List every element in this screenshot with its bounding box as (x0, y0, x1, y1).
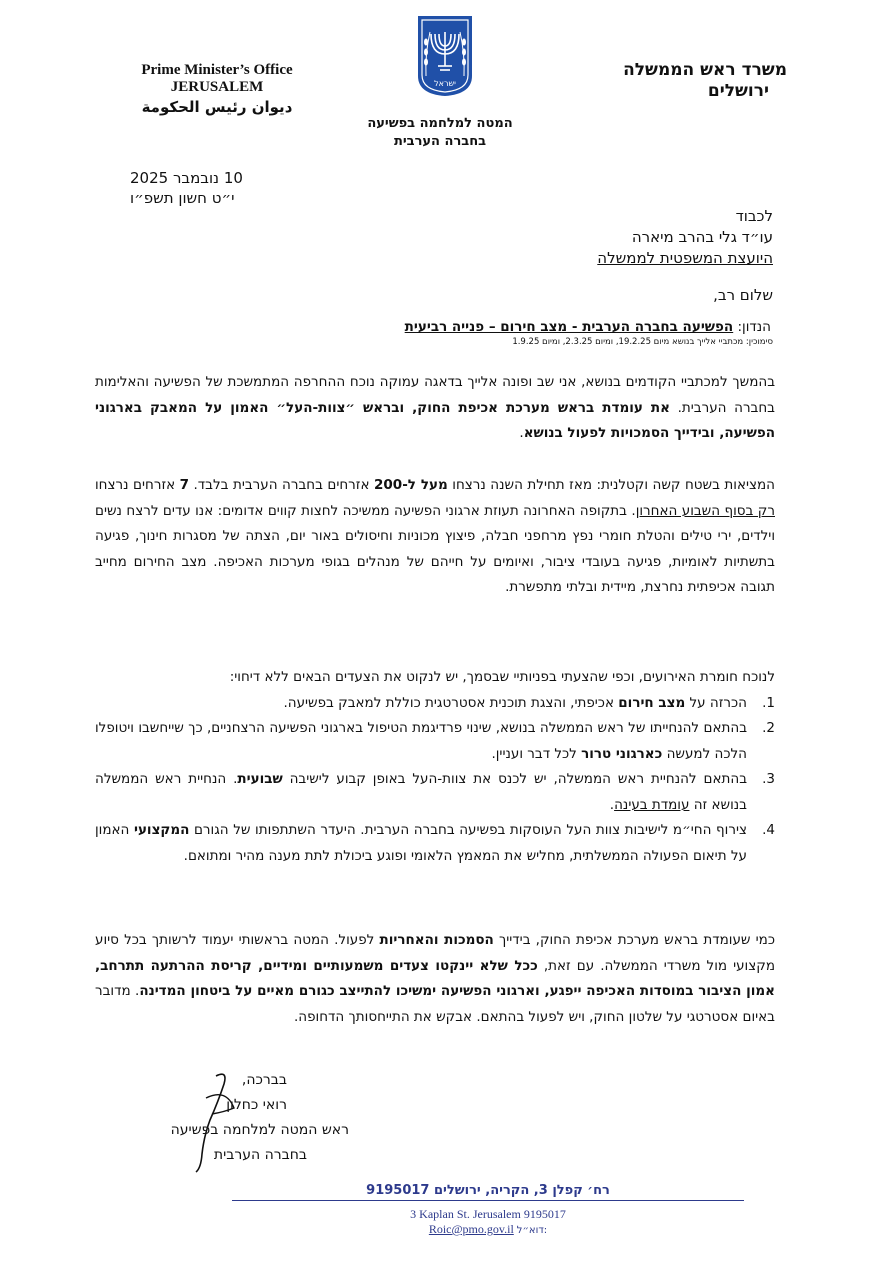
p1-text: בהמשך למכתביי הקודמים בנושא, אני שב ופונה אלייך בדאגה עמוקה נוכח ההחרפה המתמשכת של הפשיעה והאלימות בחברה הערבית. (95, 374, 775, 416)
taskforce-line2: בחברה הערבית (393, 134, 487, 149)
en-office-city: JERUSALEM (170, 79, 264, 95)
subject-title: הפשיעה בחברה הערבית - מצב חירום – פנייה רביעית (404, 319, 734, 335)
date-hebrew: י״ט חשון תשפ״ו (130, 189, 235, 207)
subject-reference: סימוכין: מכתביי אלייך בנושא מיום 19.2.25, ומיום 2.3.25, ומיום 1.9.25 (512, 337, 773, 347)
step-number: 4. (762, 822, 775, 838)
en-office-title: Prime Minister’s Office (141, 62, 293, 78)
paragraph-reality (95, 473, 775, 601)
step-bold: שבועית (237, 771, 283, 787)
state-emblem-icon (416, 14, 474, 98)
p2-text-a: המציאות בשטח קשה וקטלנית: מאז תחילת השנה נרצחו (447, 477, 775, 493)
recipient-salutation: לכבוד (735, 207, 773, 225)
step-item (95, 767, 775, 818)
he-office-city: ירושלים (707, 81, 769, 101)
p2-text-g: . בתקופה האחרונה תעוזת ארגוני הפשיעה ממשיכה לחצות קווים אדומים: אנו עדים לרצח נשים וילדים, ירי טילים והטלת חומרי נפץ מרחפני חבלה, פיצוץ מכוניות וחיסולים באור יום, הצתה של מסגרות חינוך, פגיעה בתשתיות לאומיות, פגיעה בעובדי ציבור, ואיומים על חייהם של מנהלים בגופי מערכות האכיפה. מצב החירום מחייב תגובה אכיפתית נחרצת, מיידית ובלתי מתפשרת. (95, 502, 775, 595)
p2-bold-count: מעל ל-200 (374, 477, 448, 493)
step-bold: המקצועי (133, 822, 190, 838)
recipient-title: היועצת המשפטית לממשלה (597, 249, 773, 267)
arabic-office-name: ديوان رئيس الحكومة (141, 98, 293, 116)
emblem-text: ישראל (434, 79, 456, 88)
steps-intro: לנוכח חומרת האירועים, וכפי שהצעתי בפניותיי שבסמך, יש לנקוט את הצעדים הבאים ללא דיחוי: (229, 669, 775, 685)
p1-end: . (519, 425, 524, 441)
step-text: בהתאם להנחייתו של ראש הממשלה בנושא, שינוי פרדיגמת הטיפול בארגוני הפשיעה הרצחניים, כך שייחשבו ויטופלו הלכה למעשה (95, 720, 747, 762)
date-gregorian: 10 נובמבר 2025 (130, 169, 243, 187)
taskforce-name (360, 115, 520, 151)
letter-dates (130, 168, 330, 208)
step-bold: מצב חירום (618, 694, 686, 711)
step-text: האמון על תיאום הפעולה הממשלתית, מחליש את המאמץ הלאומי ופוגע ביכולת לתת מענה מהיר ומתואם. (95, 822, 747, 864)
paragraph-steps (95, 665, 775, 869)
p1-bold: את עומדת בראש מערכת אכיפת החוק, ובראש ״צוות-העל״ האמון על המאבק בארגוני הפשיעה, ובידייך הסמכויות לפעול בנושא (95, 399, 775, 441)
step-text: צירוף החי״מ לישיבות צוות העל העוסקות בפשיעה בחברה הערבית. היעדר השתתפותו של הגורם (189, 822, 747, 838)
he-office-title: משרד ראש הממשלה (623, 60, 787, 80)
step-text: לכל דבר ועניין. (491, 745, 582, 762)
p2-text-c: אזרחים בחברה הערבית בלבד. (189, 477, 374, 493)
recipient-block (597, 206, 773, 269)
p4-bold-warning: ככל שלא יינקטו צעדים משמעותיים ומידיים, קריסת ההרתעה תתרחב, אמון הציבור במוסדות האכיפה ייפגע, וארגוני הפשיעה ימשיכו להתייצב כגורם מאיים על ביטחון המדינה (95, 957, 775, 999)
footer-email-row (232, 1222, 744, 1238)
recipient-name: עו״ד גלי בהרב מיארה (631, 228, 773, 246)
sig-role-line1: ראש המטה למלחמה בפשיעה (170, 1122, 349, 1138)
step-text: בהתאם להנחיית ראש הממשלה, יש לכנס את צוות-העל באופן קבוע לישיבה (282, 771, 747, 787)
step-number: 3. (762, 771, 775, 787)
footer-english (232, 1207, 744, 1238)
handwritten-signature (176, 1068, 256, 1178)
footer-divider (232, 1200, 744, 1201)
sig-name: רואי כחלון (226, 1097, 287, 1113)
p4-text-c: לפעול. המטה בראשותי יעמוד לרשותך בכל סיוע מקצועי מול משרדי הממשלה. עם זאת, (95, 932, 775, 974)
step-number: 2. (762, 720, 775, 736)
p4-bold-authority: הסמכות והאחריות (379, 932, 494, 948)
step-number: 1. (762, 694, 775, 711)
footer-english-address: 3 Kaplan St. Jerusalem 9195017 (410, 1207, 566, 1221)
sig-role-line2: בחברה הערבית (213, 1147, 307, 1163)
p4-text-e: . מדובר באיום אסטרטגי על שלטון החוק, ויש לפעול בהתאם. אבקש את התייחסותך הדחופה. (95, 983, 775, 1025)
p2-bold-seven: 7 (179, 477, 190, 493)
steps-list (95, 691, 775, 870)
step-underlined: עומדת בעינה (614, 796, 690, 813)
subject-prefix: הנדון: (733, 319, 771, 335)
step-item (95, 818, 775, 869)
step-text: הכרזה על (685, 694, 747, 711)
step-item (95, 716, 775, 767)
english-office-name (135, 62, 299, 96)
footer-email-label: דוא״ל: (516, 1225, 548, 1236)
step-bold: כארגוני טרור (581, 745, 663, 762)
step-text: . (609, 796, 615, 813)
taskforce-line1: המטה למלחמה בפשיעה (367, 116, 513, 131)
p4-text-a: כמי שעומדת בראש מערכת אכיפת החוק, בידייך (493, 932, 775, 948)
step-text: אכיפתי, והצגת תוכנית אסטרטגית כוללת למאבק בפשיעה. (283, 694, 619, 711)
p2-underlined: רק בסוף השבוע האחרון (635, 502, 775, 519)
paragraph-intro (95, 370, 775, 447)
paragraph-closing (95, 928, 775, 1030)
hebrew-office-name (623, 60, 787, 102)
step-text: . הנחיית ראש הממשלה בנושא זה (95, 771, 747, 813)
step-item (95, 691, 775, 717)
p2-text-e: אזרחים נרצחו (95, 477, 180, 493)
footer-hebrew-address: רח׳ קפלן 3, הקריה, ירושלים 9195017 (366, 1183, 610, 1198)
subject-line (405, 319, 771, 335)
sig-closing: בברכה, (241, 1072, 287, 1088)
footer-email-link[interactable]: Roic@pmo.gov.il (428, 1222, 514, 1236)
greeting: שלום רב, (713, 286, 773, 304)
